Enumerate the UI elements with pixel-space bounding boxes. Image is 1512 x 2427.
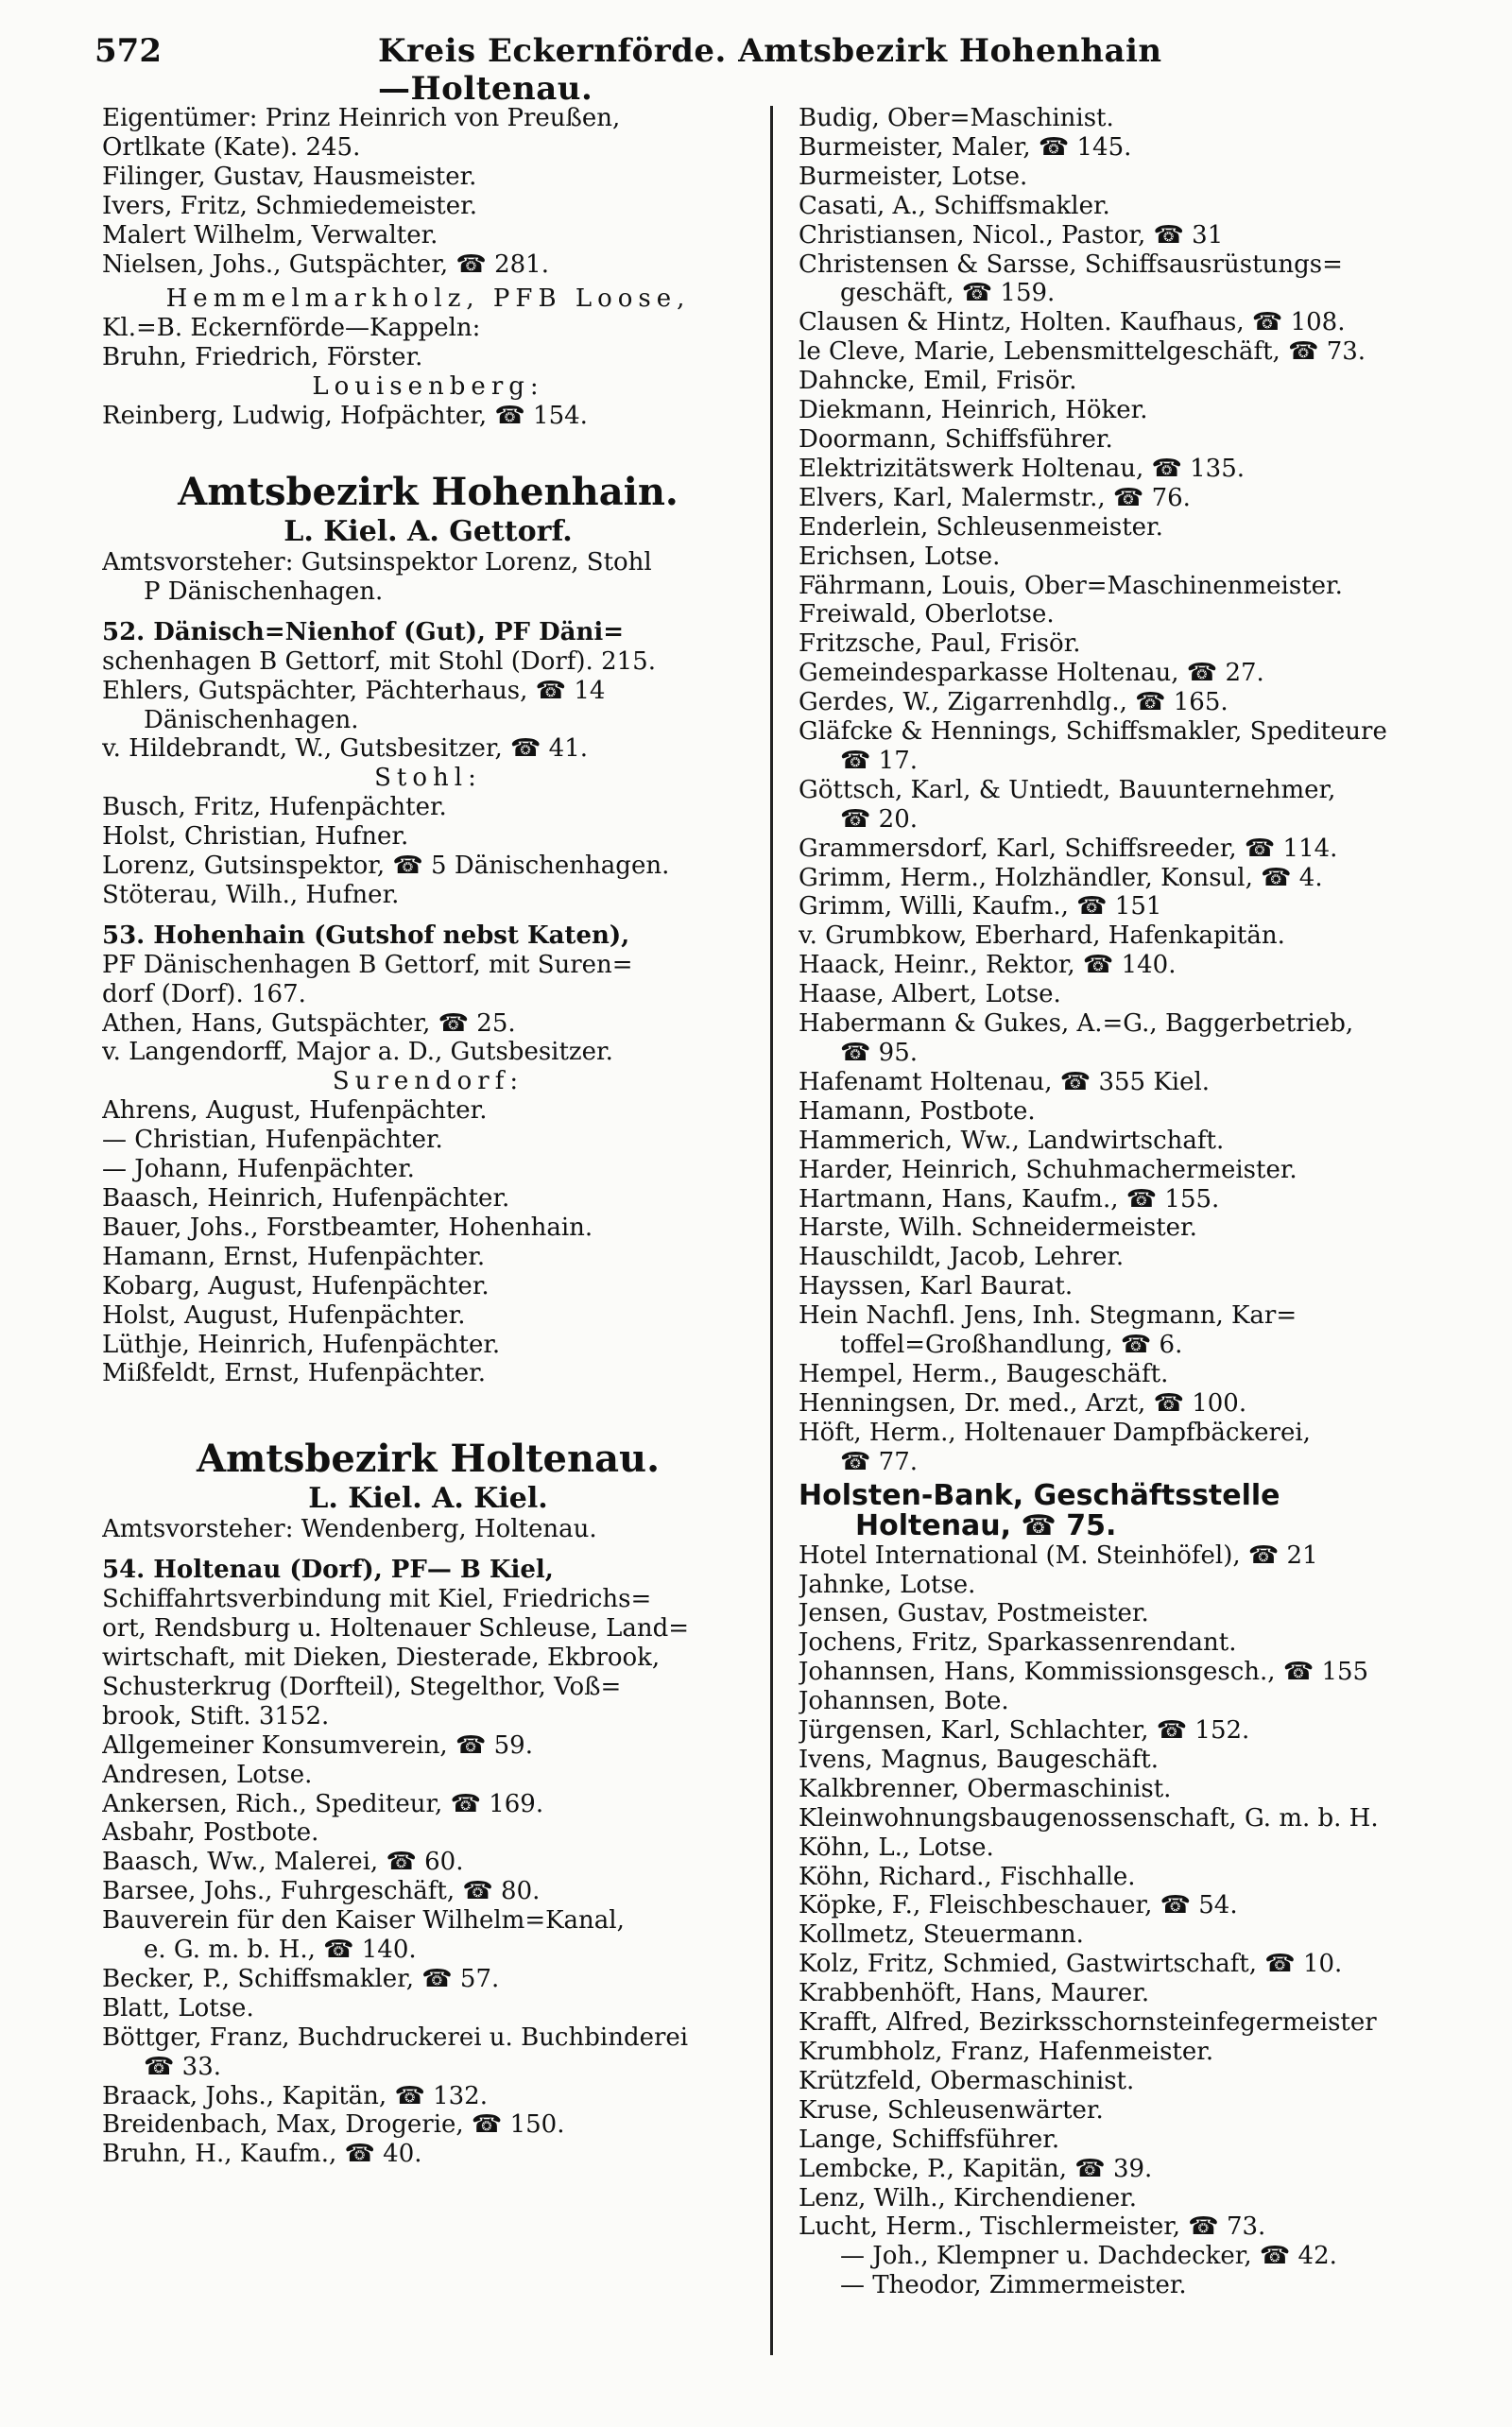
directory-entry: Schusterkrug (Dorfteil), Stegelthor, Voß= — [102, 1672, 622, 1701]
directory-entry: Hammerich, Ww., Landwirtschaft. — [799, 1126, 1225, 1155]
running-title: Kreis Eckernförde. Amtsbezirk Hohenhain—Holtenau. — [378, 32, 1162, 108]
directory-entry: Asbahr, Postbote. — [102, 1818, 319, 1848]
directory-entry: Mißfeldt, Ernst, Hufenpächter. — [102, 1359, 487, 1388]
directory-entry: Hotel International (M. Steinhöfel), ☎ 21 — [799, 1541, 1318, 1570]
directory-entry: ☎ 95. — [840, 1039, 918, 1067]
directory-entry: Höft, Herm., Holtenauer Dampfbäckerei, — [799, 1418, 1311, 1447]
directory-entry: Grammersdorf, Karl, Schiffsreeder, ☎ 114. — [799, 834, 1338, 863]
directory-entry: Gläfcke & Hennings, Schiffsmakler, Spediteure — [799, 717, 1387, 747]
directory-entry: toffel=Großhandlung, ☎ 6. — [840, 1331, 1183, 1360]
directory-entry: Johannsen, Bote. — [799, 1687, 1009, 1716]
hemmelmarkholz-heading: Hemmelmarkholz, PFB Loose, — [165, 284, 691, 314]
holtenau-list-right-b — [799, 1541, 1441, 2301]
directory-entry: Hayssen, Karl Baurat. — [799, 1272, 1074, 1301]
directory-entry: Krafft, Alfred, Bezirksschornsteinfegermeister — [799, 2008, 1377, 2038]
surendorf-heading: Surendorf: — [332, 1067, 524, 1096]
directory-entry: e. G. m. b. H., ☎ 140. — [144, 1936, 417, 1965]
entry-54-block — [102, 1556, 754, 1730]
section-subtitle-holtenau: L. Kiel. A. Kiel. — [308, 1482, 548, 1516]
directory-entry: Clausen & Hintz, Holten. Kaufhaus, ☎ 108. — [799, 308, 1346, 337]
directory-entry: Kobarg, August, Hufenpächter. — [102, 1271, 490, 1300]
directory-entry: ☎ 77. — [840, 1447, 918, 1476]
directory-entry: Böttger, Franz, Buchdruckerei u. Buchbinderei — [102, 2022, 689, 2052]
directory-entry: Hein Nachfl. Jens, Inh. Stegmann, Kar= — [799, 1301, 1297, 1331]
directory-entry: Holst, August, Hufenpächter. — [102, 1300, 466, 1330]
directory-entry: brook, Stift. 3152. — [102, 1701, 330, 1730]
directory-entry: Lenz, Wilh., Kirchendiener. — [799, 2183, 1137, 2212]
holtenau-list-right-a — [799, 104, 1441, 1477]
directory-entry: Malert Wilhelm, Verwalter. — [102, 220, 438, 250]
hemmelmarkholz-subheading: Kl.=B. Eckernförde—Kappeln: — [102, 314, 481, 343]
directory-entry: Baasch, Heinrich, Hufenpächter. — [102, 1184, 510, 1213]
directory-entry: 54. Holtenau (Dorf), PF— B Kiel, — [102, 1556, 554, 1585]
entry-53-heading: 53. Hohenhain (Gutshof nebst Katen), — [102, 921, 630, 950]
directory-entry: Holst, Christian, Hufner. — [102, 822, 409, 852]
directory-entry: ☎ 33. — [144, 2052, 221, 2081]
holsten-bank-ad: Holtenau, ☎ 75. — [855, 1510, 1117, 1541]
surendorf-list — [102, 1096, 754, 1388]
directory-entry: — Christian, Hufenpächter. — [102, 1126, 443, 1155]
directory-entry: Henningsen, Dr. med., Arzt, ☎ 100. — [799, 1388, 1247, 1418]
directory-entry: Harste, Wilh. Schneidermeister. — [799, 1214, 1197, 1243]
directory-entry: geschäft, ☎ 159. — [840, 279, 1056, 308]
directory-entry: Grimm, Herm., Holzhändler, Konsul, ☎ 4. — [799, 863, 1323, 892]
directory-entry: Gerdes, W., Zigarrenhdlg., ☎ 165. — [799, 688, 1228, 717]
directory-entry: Lembcke, P., Kapitän, ☎ 39. — [799, 2154, 1153, 2183]
directory-entry: Köhn, Richard., Fischhalle. — [799, 1862, 1136, 1891]
directory-entry: Lüthje, Heinrich, Hufenpächter. — [102, 1330, 501, 1359]
directory-entry: Haase, Albert, Lotse. — [799, 980, 1061, 1009]
directory-entry: ☎ 20. — [840, 804, 918, 834]
directory-entry: Freiwald, Oberlotse. — [799, 600, 1055, 629]
directory-entry: Fährmann, Louis, Ober=Maschinenmeister. — [799, 571, 1343, 600]
directory-entry: Bruhn, H., Kaufm., ☎ 40. — [102, 2140, 422, 2169]
entry-53-line: v. Langendorff, Major a. D., Gutsbesitzer. — [102, 1038, 613, 1067]
stohl-heading: Stohl: — [374, 764, 482, 793]
directory-entry: Krumbholz, Franz, Hafenmeister. — [799, 2038, 1214, 2066]
directory-entry: Hartmann, Hans, Kaufm., ☎ 155. — [799, 1184, 1220, 1214]
section-title-hohenhain: Amtsbezirk Hohenhain. — [178, 469, 679, 514]
directory-entry: Jahnke, Lotse. — [799, 1570, 976, 1599]
directory-entry: Lucht, Herm., Tischlermeister, ☎ 73. — [799, 2212, 1266, 2242]
page-header — [94, 32, 1172, 108]
directory-entry: Köhn, L., Lotse. — [799, 1833, 994, 1862]
section-subtitle-hohenhain: L. Kiel. A. Gettorf. — [284, 514, 573, 548]
directory-entry: Bauer, Johs., Forstbeamter, Hohenhain. — [102, 1213, 593, 1242]
directory-entry: — Joh., Klempner u. Dachdecker, ☎ 42. — [840, 2242, 1337, 2271]
entry-52-line: Ehlers, Gutspächter, Pächterhaus, ☎ 14 — [102, 676, 606, 705]
directory-entry: Schiffahrtsverbindung mit Kiel, Friedrichs= — [102, 1585, 652, 1614]
directory-entry: Eigentümer: Prinz Heinrich von Preußen, — [102, 104, 621, 132]
directory-entry: Enderlein, Schleusenmeister. — [799, 512, 1163, 542]
directory-entry: Habermann & Gukes, A.=G., Baggerbetrieb, — [799, 1009, 1354, 1039]
directory-entry: Jürgensen, Karl, Schlachter, ☎ 152. — [799, 1716, 1250, 1746]
directory-entry: Haack, Heinr., Rektor, ☎ 140. — [799, 951, 1177, 980]
directory-entry: Andresen, Lotse. — [102, 1760, 313, 1789]
directory-entry: Elektrizitätswerk Holtenau, ☎ 135. — [799, 454, 1246, 483]
column-divider — [770, 106, 773, 2355]
directory-entry: Barsee, Johs., Fuhrgeschäft, ☎ 80. — [102, 1877, 541, 1906]
directory-entry: — Johann, Hufenpächter. — [102, 1155, 415, 1184]
directory-entry: Allgemeiner Konsumverein, ☎ 59. — [102, 1730, 533, 1760]
entry-52-line: schenhagen B Gettorf, mit Stohl (Dorf). 215. — [102, 646, 656, 676]
directory-entry: Hempel, Herm., Baugeschäft. — [799, 1359, 1169, 1388]
directory-entry: ☎ 17. — [840, 746, 918, 775]
directory-entry: le Cleve, Marie, Lebensmittelgeschäft, ☎ 73. — [799, 337, 1366, 367]
entry-53-line: dorf (Dorf). 167. — [102, 979, 306, 1008]
directory-entry: Nielsen, Johs., Gutspächter, ☎ 281. — [102, 250, 549, 279]
directory-entry: Braack, Johs., Kapitän, ☎ 132. — [102, 2081, 488, 2110]
right-column — [799, 104, 1441, 2300]
directory-entry: Baasch, Ww., Malerei, ☎ 60. — [102, 1848, 464, 1877]
entry-52-line: Dänischenhagen. — [144, 705, 359, 734]
directory-entry: Hauschildt, Jacob, Lehrer. — [799, 1243, 1125, 1272]
directory-entry: Ortlkate (Kate). 245. — [102, 132, 361, 162]
directory-entry: Breidenbach, Max, Drogerie, ☎ 150. — [102, 2110, 565, 2140]
directory-entry: Christiansen, Nicol., Pastor, ☎ 31 — [799, 220, 1224, 250]
page-number: 572 — [94, 32, 162, 70]
directory-entry: ort, Rendsburg u. Holtenauer Schleuse, Land= — [102, 1614, 690, 1644]
directory-entry: Burmeister, Maler, ☎ 145. — [799, 132, 1132, 162]
entry-53-line: PF Dänischenhagen B Gettorf, mit Suren= — [102, 950, 633, 979]
directory-entry: Jensen, Gustav, Postmeister. — [799, 1599, 1149, 1628]
directory-entry: Casati, A., Schiffsmakler. — [799, 191, 1110, 220]
directory-entry: Hafenamt Holtenau, ☎ 355 Kiel. — [799, 1067, 1211, 1096]
directory-entry: wirtschaft, mit Dieken, Diesterade, Ekbrook, — [102, 1643, 661, 1672]
directory-entry: Diekmann, Heinrich, Höker. — [799, 396, 1148, 425]
directory-entry: Christensen & Sarsse, Schiffsausrüstungs= — [799, 250, 1343, 279]
stohl-list — [102, 793, 754, 910]
directory-entry: Jochens, Fritz, Sparkassenrendant. — [799, 1628, 1237, 1658]
directory-entry: Ankersen, Rich., Spediteur, ☎ 169. — [102, 1789, 544, 1818]
directory-entry: Kalkbrenner, Obermaschinist. — [799, 1774, 1172, 1803]
directory-entry: — Theodor, Zimmermeister. — [840, 2271, 1187, 2300]
directory-entry: Grimm, Willi, Kaufm., ☎ 151 — [799, 892, 1162, 921]
directory-entry: Ivers, Fritz, Schmiedemeister. — [102, 191, 477, 220]
directory-entry: Burmeister, Lotse. — [799, 162, 1028, 191]
directory-entry: Busch, Fritz, Hufenpächter. — [102, 793, 447, 822]
entry-52-heading: 52. Dänisch=Nienhof (Gut), PF Däni= — [102, 617, 625, 646]
left-column — [102, 104, 754, 2169]
entry-53-line: Athen, Hans, Gutspächter, ☎ 25. — [102, 1008, 516, 1038]
directory-entry: Kleinwohnungsbaugenossenschaft, G. m. b. H. — [799, 1803, 1379, 1833]
section-title-holtenau: Amtsbezirk Holtenau. — [197, 1437, 660, 1482]
directory-entry: Gemeindesparkasse Holtenau, ☎ 27. — [799, 659, 1264, 688]
directory-entry: Harder, Heinrich, Schuhmachermeister. — [799, 1155, 1297, 1184]
directory-entry: Lange, Schiffsführer. — [799, 2125, 1060, 2154]
louisenberg-heading: Louisenberg: — [312, 372, 544, 402]
directory-entry: Kruse, Schleusenwärter. — [799, 2095, 1104, 2125]
amtsvorsteher-line: Amtsvorsteher: Gutsinspektor Lorenz, Stohl — [102, 547, 652, 577]
directory-entry: Hamann, Ernst, Hufenpächter. — [102, 1242, 486, 1271]
hemmelmark-list — [102, 104, 754, 279]
directory-entry: Erichsen, Lotse. — [799, 542, 1001, 571]
louisenberg-entry: Reinberg, Ludwig, Hofpächter, ☎ 154. — [102, 402, 588, 431]
directory-entry: Kollmetz, Steuermann. — [799, 1920, 1084, 1950]
directory-entry: Becker, P., Schiffsmakler, ☎ 57. — [102, 1964, 500, 1993]
directory-entry: Göttsch, Karl, & Untiedt, Bauunternehmer, — [799, 775, 1336, 804]
holtenau-list-left — [102, 1731, 754, 2170]
directory-entry: Krützfeld, Obermaschinist. — [799, 2066, 1135, 2095]
directory-entry: Bauverein für den Kaiser Wilhelm=Kanal, — [102, 1906, 625, 1936]
directory-entry: Fritzsche, Paul, Frisör. — [799, 629, 1081, 659]
directory-entry: Hamann, Postbote. — [799, 1096, 1036, 1126]
directory-entry: Stöterau, Wilh., Hufner. — [102, 880, 400, 909]
directory-entry: Dahncke, Emil, Frisör. — [799, 367, 1077, 396]
directory-entry: Johannsen, Hans, Kommissionsgesch., ☎ 155 — [799, 1658, 1369, 1687]
directory-entry: Ahrens, August, Hufenpächter. — [102, 1096, 488, 1126]
directory-entry: Lorenz, Gutsinspektor, ☎ 5 Dänischenhagen. — [102, 852, 670, 881]
directory-entry: Köpke, F., Fleischbeschauer, ☎ 54. — [799, 1891, 1238, 1920]
amtsvorsteher-line: P Dänischenhagen. — [144, 577, 384, 606]
directory-entry: Krabbenhöft, Hans, Maurer. — [799, 1979, 1150, 2008]
directory-entry: Kolz, Fritz, Schmied, Gastwirtschaft, ☎ 10. — [799, 1950, 1343, 1979]
entry-52-line: v. Hildebrandt, W., Gutsbesitzer, ☎ 41. — [102, 734, 589, 764]
holsten-bank-ad: Holsten-Bank, Geschäftsstelle — [799, 1480, 1280, 1511]
directory-entry: Filinger, Gustav, Hausmeister. — [102, 162, 477, 191]
directory-entry: Doormann, Schiffsführer. — [799, 424, 1113, 454]
hemmelmarkholz-entry: Bruhn, Friedrich, Förster. — [102, 343, 423, 372]
directory-entry: Budig, Ober=Maschinist. — [799, 104, 1114, 132]
directory-entry: v. Grumbkow, Eberhard, Hafenkapitän. — [799, 921, 1285, 951]
directory-entry: Ivens, Magnus, Baugeschäft. — [799, 1745, 1159, 1774]
directory-entry: Elvers, Karl, Malermstr., ☎ 76. — [799, 483, 1191, 512]
directory-entry: Blatt, Lotse. — [102, 1993, 254, 2022]
amtsvorsteher-line: Amtsvorsteher: Wendenberg, Holtenau. — [102, 1515, 597, 1544]
